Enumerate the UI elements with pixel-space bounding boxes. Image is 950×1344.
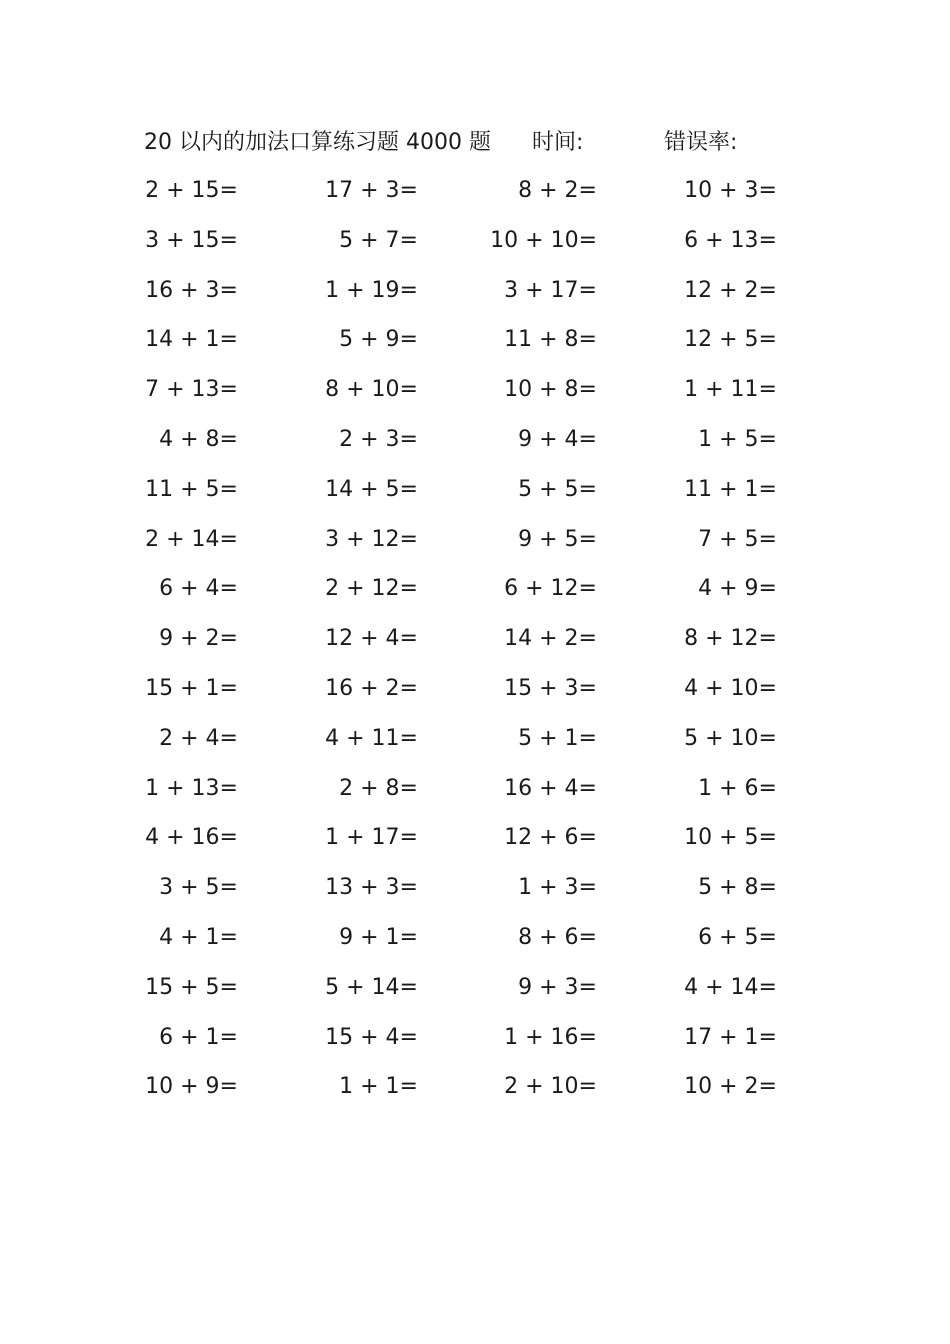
addition-problem: 7 + 5= (698, 526, 777, 552)
addition-problem: 4 + 9= (698, 576, 777, 602)
addition-problem: 5 + 8= (698, 875, 777, 901)
addition-problem: 14 + 1= (145, 327, 238, 353)
addition-problem: 6 + 12= (504, 576, 597, 602)
problem-row (0, 1021, 950, 1071)
addition-problem: 5 + 1= (518, 725, 597, 751)
addition-problem: 17 + 1= (684, 1024, 777, 1050)
problem-row (0, 821, 950, 871)
addition-problem: 6 + 1= (159, 1024, 238, 1050)
addition-problem: 13 + 3= (325, 875, 418, 901)
addition-problem: 5 + 5= (518, 476, 597, 502)
addition-problem: 3 + 5= (159, 875, 238, 901)
time-label: 时间: (532, 130, 584, 155)
addition-problem: 6 + 13= (684, 227, 777, 253)
addition-problem: 9 + 2= (159, 626, 238, 652)
addition-problem: 1 + 5= (698, 426, 777, 452)
addition-problem: 2 + 4= (159, 725, 238, 751)
problem-row (0, 871, 950, 921)
addition-problem: 6 + 5= (698, 924, 777, 950)
addition-problem: 4 + 8= (159, 426, 238, 452)
problem-row (0, 622, 950, 672)
addition-problem: 16 + 4= (504, 775, 597, 801)
addition-problem: 4 + 1= (159, 924, 238, 950)
addition-problem: 10 + 10= (490, 227, 597, 253)
addition-problem: 5 + 9= (339, 327, 418, 353)
addition-problem: 10 + 5= (684, 825, 777, 851)
problem-grid (0, 174, 950, 1120)
problem-row (0, 224, 950, 274)
addition-problem: 2 + 12= (325, 576, 418, 602)
error-rate-label: 错误率: (664, 130, 738, 155)
addition-problem: 9 + 5= (518, 526, 597, 552)
problem-row (0, 971, 950, 1021)
addition-problem: 3 + 15= (145, 227, 238, 253)
problem-row (0, 772, 950, 822)
addition-problem: 11 + 1= (684, 476, 777, 502)
addition-problem: 2 + 8= (339, 775, 418, 801)
addition-problem: 10 + 9= (145, 1074, 238, 1100)
addition-problem: 12 + 4= (325, 626, 418, 652)
problem-row (0, 174, 950, 224)
addition-problem: 5 + 7= (339, 227, 418, 253)
addition-problem: 1 + 3= (518, 875, 597, 901)
addition-problem: 15 + 4= (325, 1024, 418, 1050)
addition-problem: 10 + 8= (504, 377, 597, 403)
addition-problem: 5 + 14= (325, 974, 418, 1000)
addition-problem: 15 + 1= (145, 675, 238, 701)
addition-problem: 14 + 5= (325, 476, 418, 502)
addition-problem: 15 + 5= (145, 974, 238, 1000)
addition-problem: 8 + 6= (518, 924, 597, 950)
problem-row (0, 572, 950, 622)
addition-problem: 1 + 6= (698, 775, 777, 801)
problem-row (0, 423, 950, 473)
addition-problem: 10 + 3= (684, 178, 777, 203)
problem-row (0, 274, 950, 324)
addition-problem: 4 + 11= (325, 725, 418, 751)
addition-problem: 11 + 8= (504, 327, 597, 353)
problem-row (0, 323, 950, 373)
addition-problem: 1 + 19= (325, 277, 418, 303)
addition-problem: 14 + 2= (504, 626, 597, 652)
addition-problem: 16 + 3= (145, 277, 238, 303)
addition-problem: 8 + 12= (684, 626, 777, 652)
problem-row (0, 722, 950, 772)
problem-row (0, 523, 950, 573)
addition-problem: 11 + 5= (145, 476, 238, 502)
addition-problem: 4 + 10= (684, 675, 777, 701)
addition-problem: 12 + 6= (504, 825, 597, 851)
addition-problem: 7 + 13= (145, 377, 238, 403)
worksheet-title: 20 以内的加法口算练习题 4000 题 (144, 130, 491, 155)
addition-problem: 2 + 14= (145, 526, 238, 552)
addition-problem: 12 + 5= (684, 327, 777, 353)
addition-problem: 10 + 2= (684, 1074, 777, 1100)
problem-row (0, 1070, 950, 1120)
addition-problem: 9 + 3= (518, 974, 597, 1000)
problem-row (0, 672, 950, 722)
addition-problem: 2 + 10= (504, 1074, 597, 1100)
addition-problem: 2 + 15= (145, 178, 238, 203)
addition-problem: 3 + 17= (504, 277, 597, 303)
problem-row (0, 373, 950, 423)
addition-problem: 16 + 2= (325, 675, 418, 701)
worksheet-header (144, 126, 844, 160)
addition-problem: 8 + 2= (518, 178, 597, 203)
addition-problem: 12 + 2= (684, 277, 777, 303)
addition-problem: 17 + 3= (325, 178, 418, 203)
addition-problem: 1 + 16= (504, 1024, 597, 1050)
addition-problem: 9 + 4= (518, 426, 597, 452)
addition-problem: 1 + 1= (339, 1074, 418, 1100)
problem-row (0, 473, 950, 523)
addition-problem: 6 + 4= (159, 576, 238, 602)
addition-problem: 3 + 12= (325, 526, 418, 552)
addition-problem: 1 + 11= (684, 377, 777, 403)
addition-problem: 8 + 10= (325, 377, 418, 403)
addition-problem: 4 + 16= (145, 825, 238, 851)
addition-problem: 5 + 10= (684, 725, 777, 751)
addition-problem: 9 + 1= (339, 924, 418, 950)
addition-problem: 4 + 14= (684, 974, 777, 1000)
problem-row (0, 921, 950, 971)
addition-problem: 15 + 3= (504, 675, 597, 701)
addition-problem: 1 + 13= (145, 775, 238, 801)
addition-problem: 1 + 17= (325, 825, 418, 851)
addition-problem: 2 + 3= (339, 426, 418, 452)
